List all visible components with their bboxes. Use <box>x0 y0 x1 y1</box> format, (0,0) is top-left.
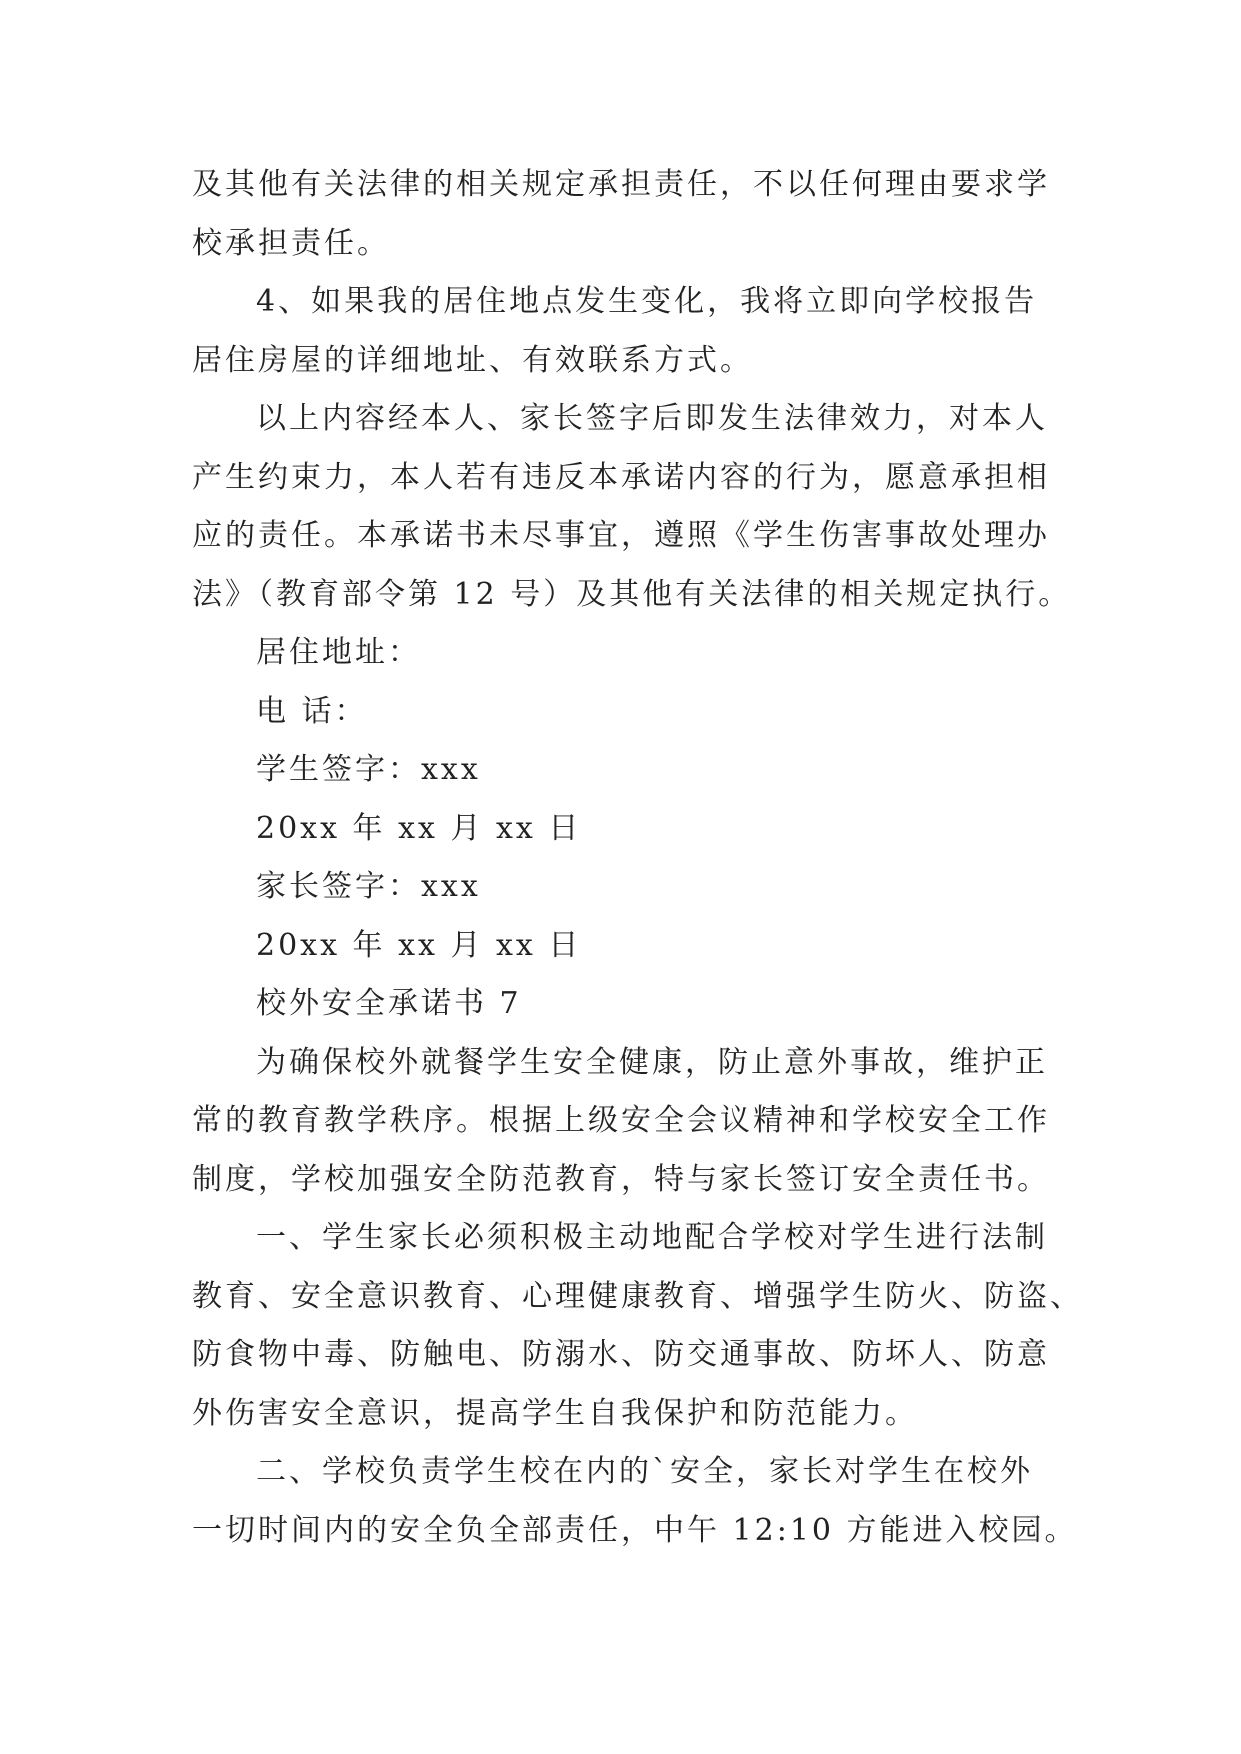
document-line: 防食物中毒、防触电、防溺水、防交通事故、防坏人、防意 <box>192 1337 1050 1372</box>
document-line: 一、学生家长必须积极主动地配合学校对学生进行法制 <box>256 1220 1048 1255</box>
document-line: 校承担责任。 <box>192 225 390 261</box>
document-line: 以上内容经本人、家长签字后即发生法律效力，对本人 <box>256 401 1048 436</box>
document-line: 4、如果我的居住地点发生变化，我将立即向学校报告 <box>256 284 1038 319</box>
document-line: 教育、安全意识教育、心理健康教育、增强学生防火、防盗、 <box>192 1278 1083 1314</box>
document-line: 制度，学校加强安全防范教育，特与家长签订安全责任书。 <box>192 1161 1050 1197</box>
document-body <box>192 156 1083 1560</box>
document-line: 外伤害安全意识，提高学生自我保护和防范能力。 <box>192 1395 918 1431</box>
document-line: 应的责任。本承诺书未尽事宜，遵照《学生伤害事故处理办 <box>192 518 1050 553</box>
document-line: 产生约束力，本人若有违反本承诺内容的行为，愿意承担相 <box>192 459 1050 495</box>
document-line: 居住地址： <box>256 635 421 670</box>
document-line: 及其他有关法律的相关规定承担责任，不以任何理由要求学 <box>192 167 1050 202</box>
document-line: 20xx 年 xx 月 xx 日 <box>256 810 582 846</box>
document-line: 20xx 年 xx 月 xx 日 <box>256 927 582 963</box>
document-line: 一切时间内的安全负全部责任，中午 12:10 方能进入校园。 <box>192 1512 1078 1548</box>
document-line: 常的教育教学秩序。根据上级安全会议精神和学校安全工作 <box>192 1103 1050 1138</box>
document-line: 家长签字：xxx <box>256 869 481 904</box>
document-line: 为确保校外就餐学生安全健康，防止意外事故，维护正 <box>256 1044 1048 1080</box>
document-line: 居住房屋的详细地址、有效联系方式。 <box>192 342 753 378</box>
document-line: 法》（教育部令第 12 号）及其他有关法律的相关规定执行。 <box>192 576 1072 612</box>
document-line: 电 话： <box>256 693 368 729</box>
document-line: 二、学校负责学生校在内的`安全，家长对学生在校外 <box>256 1454 1033 1489</box>
document-line: 校外安全承诺书 7 <box>256 986 522 1021</box>
document-line: 学生签字：xxx <box>256 752 481 787</box>
